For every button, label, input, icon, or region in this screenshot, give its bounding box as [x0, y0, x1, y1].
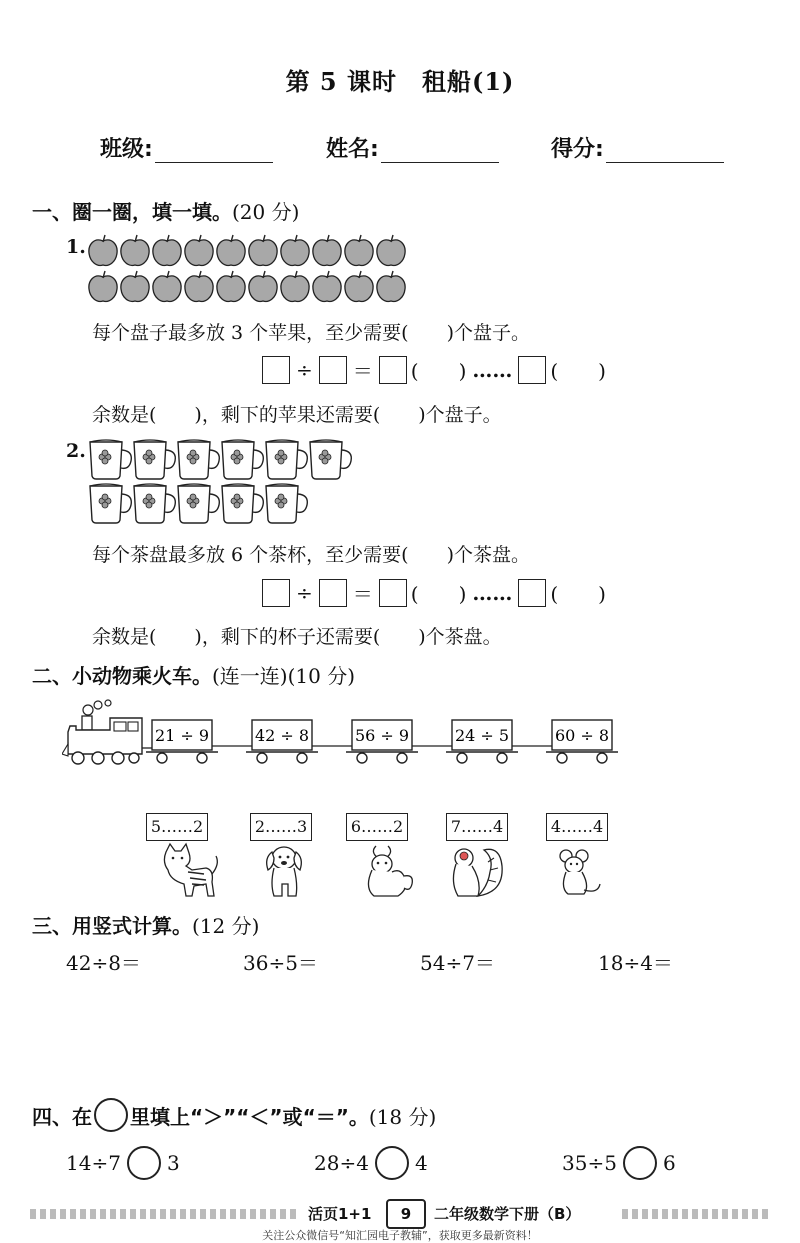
q2-quotient-unit[interactable]: ( ): [410, 582, 467, 606]
wheel-icon: [197, 753, 207, 763]
animals-illustration: [150, 842, 620, 900]
apple-icon: [121, 235, 149, 265]
cup-icon: [266, 484, 307, 523]
wheel-icon: [297, 753, 307, 763]
apple-icon: [89, 271, 117, 301]
footer-decoration-left: [30, 1209, 300, 1219]
apple-icon: [377, 271, 405, 301]
compare-right: 6: [662, 1151, 676, 1175]
q1-sentence: 每个盘子最多放 3 个苹果，至少需要( )个盘子。: [92, 322, 530, 344]
circle-symbol-icon: [94, 1098, 128, 1132]
divide-sign: ÷: [296, 357, 313, 382]
score-label: 得分:: [551, 137, 604, 162]
compare-circle[interactable]: [127, 1146, 161, 1180]
q1-equation: [262, 355, 606, 384]
class-blank[interactable]: [155, 140, 273, 163]
locomotive-icon: [62, 700, 152, 764]
q1-quotient-unit[interactable]: ( ): [410, 359, 467, 383]
section1-title: 一、圈一圈，填一填。: [32, 200, 232, 224]
footer-decoration-right: [622, 1209, 770, 1219]
train-car[interactable]: [146, 720, 218, 763]
apple-icon: [185, 271, 213, 301]
apple-icon: [377, 235, 405, 265]
calc-problem: 18÷4＝: [598, 951, 673, 975]
section2-heading: [32, 660, 355, 689]
class-field: [100, 132, 273, 163]
page-title: 第 5 课时 租船(1): [285, 67, 515, 96]
footer-note: 关注公众微信号“知汇园电子教辅”，获取更多最新资料！: [262, 1229, 538, 1242]
apple-icon: [153, 235, 181, 265]
footer-brand: 活页1+1: [308, 1205, 372, 1223]
score-field: [551, 132, 724, 163]
apple-icon: [281, 235, 309, 265]
q2-number: 2.: [66, 440, 86, 462]
apple-icon: [185, 235, 213, 265]
section4-title-pre: 四、在: [32, 1104, 92, 1129]
apple-icon: [249, 271, 277, 301]
answer-card[interactable]: 6……2: [346, 813, 408, 841]
cup-icon: [222, 484, 263, 523]
cup-icon: [178, 440, 219, 479]
apple-icon: [89, 235, 117, 265]
q2-remainder-sentence: 余数是( )，剩下的杯子还需要( )个茶盘。: [92, 626, 502, 648]
q1-quotient-box[interactable]: [379, 356, 407, 384]
apple-icon: [217, 235, 245, 265]
section1-heading: [32, 196, 299, 225]
compare-right: 4: [414, 1151, 428, 1175]
rabbit-icon: [368, 846, 412, 896]
q1-remainder-sentence: 余数是( )，剩下的苹果还需要( )个盘子。: [92, 404, 502, 426]
apple-icon: [281, 271, 309, 301]
calc-problem: 36÷5＝: [243, 951, 318, 975]
score-blank[interactable]: [606, 140, 724, 163]
remainder-dots: ……: [472, 580, 513, 605]
cup-icon: [90, 440, 131, 479]
q2-divisor-box[interactable]: [319, 579, 347, 607]
train-car[interactable]: [212, 720, 318, 763]
wheel-icon: [557, 753, 567, 763]
section3-heading: [32, 910, 259, 939]
cup-icon: [310, 440, 351, 479]
cup-icon: [178, 484, 219, 523]
section1-points: (20 分): [232, 200, 300, 224]
name-field: [326, 132, 499, 163]
q2-remainder-box[interactable]: [518, 579, 546, 607]
divide-sign: ÷: [296, 580, 313, 605]
cups-illustration: [88, 436, 368, 528]
cup-icon: [266, 440, 307, 479]
section2-title: 二、小动物乘火车。: [32, 664, 212, 688]
name-blank[interactable]: [381, 140, 499, 163]
section4-points: (18 分): [368, 1104, 437, 1129]
calc-problem: 42÷8＝: [66, 951, 141, 975]
q1-divisor-box[interactable]: [319, 356, 347, 384]
answer-card[interactable]: 7……4: [446, 813, 508, 841]
apple-icon: [153, 271, 181, 301]
wheel-icon: [157, 753, 167, 763]
footer-book-title: 二年级数学下册（B）: [434, 1205, 581, 1223]
q2-remainder-unit[interactable]: ( ): [550, 582, 606, 606]
compare-circle[interactable]: [375, 1146, 409, 1180]
train-car-label: 56 ÷ 9: [354, 726, 410, 745]
section2-points: (连一连)(10 分): [212, 664, 356, 688]
q1-remainder-box[interactable]: [518, 356, 546, 384]
apple-icon: [217, 271, 245, 301]
apple-icon: [345, 271, 373, 301]
train-car-label: 24 ÷ 5: [454, 726, 510, 745]
calc-problem: 54÷7＝: [420, 951, 495, 975]
apple-icon: [313, 271, 341, 301]
equals-sign: ＝: [352, 582, 373, 606]
wheel-icon: [597, 753, 607, 763]
cat-icon: [164, 844, 217, 896]
compare-item: [562, 1146, 676, 1180]
cup-icon: [222, 440, 263, 479]
cup-icon: [90, 484, 131, 523]
name-label: 姓名:: [326, 137, 379, 162]
wheel-icon: [397, 753, 407, 763]
train-illustration: [62, 698, 622, 770]
footer-bar: [30, 1203, 770, 1225]
cup-icon: [134, 484, 175, 523]
remainder-dots: ……: [472, 357, 513, 382]
compare-left: 35÷5: [562, 1151, 617, 1175]
wheel-icon: [257, 753, 267, 763]
q1-dividend-box[interactable]: [262, 356, 290, 384]
equals-sign: ＝: [352, 359, 373, 383]
q1-remainder-unit[interactable]: ( ): [550, 359, 606, 383]
q1-number: 1.: [66, 236, 86, 258]
apple-icon: [345, 235, 373, 265]
class-label: 班级:: [100, 137, 153, 162]
answer-card[interactable]: 2……3: [250, 813, 312, 841]
compare-left: 14÷7: [66, 1151, 121, 1175]
apple-icon: [313, 235, 341, 265]
train-car[interactable]: [412, 720, 518, 763]
dog-icon: [267, 847, 302, 896]
compare-right: 3: [166, 1151, 180, 1175]
q2-dividend-box[interactable]: [262, 579, 290, 607]
answer-card[interactable]: 4……4: [546, 813, 608, 841]
section4-title-post: 里填上“＞”“＜”或“＝”。: [130, 1104, 369, 1129]
answer-card[interactable]: 5……2: [146, 813, 208, 841]
section3-title: 三、用竖式计算。: [32, 914, 192, 938]
apple-icon: [249, 235, 277, 265]
wheel-icon: [457, 753, 467, 763]
train-car[interactable]: [512, 720, 618, 763]
cup-icon: [134, 440, 175, 479]
section3-points: (12 分): [192, 914, 260, 938]
train-car[interactable]: [312, 720, 418, 763]
apple-icon: [121, 271, 149, 301]
q2-equation: [262, 578, 606, 607]
wheel-icon: [497, 753, 507, 763]
wheel-icon: [357, 753, 367, 763]
q2-quotient-box[interactable]: [379, 579, 407, 607]
section4-heading: [32, 1098, 436, 1132]
mouse-icon: [560, 850, 600, 894]
squirrel-icon: [453, 849, 502, 896]
compare-left: 28÷4: [314, 1151, 369, 1175]
apples-illustration: [88, 232, 418, 308]
compare-item: [314, 1146, 428, 1180]
compare-item: [66, 1146, 180, 1180]
train-car-label: 21 ÷ 9: [154, 726, 210, 745]
train-car-label: 42 ÷ 8: [254, 726, 310, 745]
compare-circle[interactable]: [623, 1146, 657, 1180]
q2-sentence: 每个茶盘最多放 6 个茶杯，至少需要( )个茶盘。: [92, 544, 530, 566]
footer-page-number: 9: [386, 1199, 426, 1229]
train-car-label: 60 ÷ 8: [554, 726, 610, 745]
